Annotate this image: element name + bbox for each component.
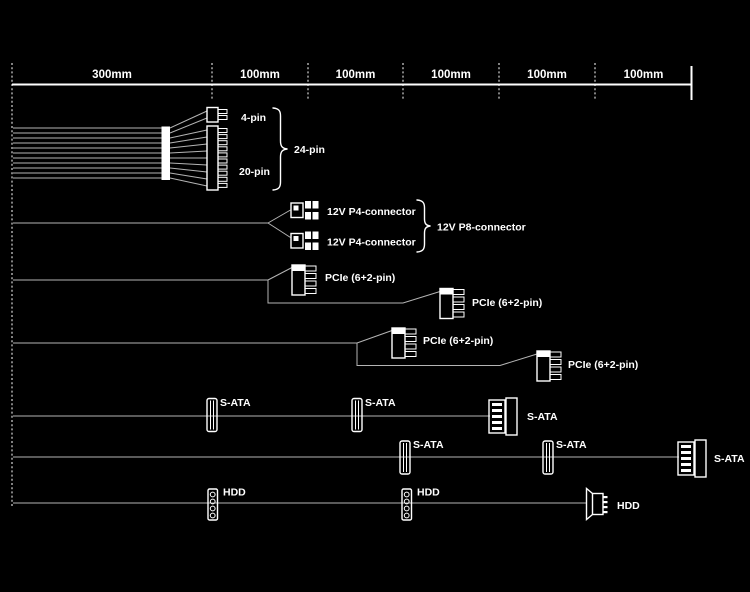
p4-connector-label: 12V P4-connector xyxy=(327,236,416,249)
ruler xyxy=(12,63,692,506)
atx-24pin-label: 24-pin xyxy=(294,144,325,156)
hdd-end-connector xyxy=(587,489,608,520)
pcie-connector-label: PCIe (6+2-pin) xyxy=(423,335,494,347)
ruler-segment-label: 100mm xyxy=(240,69,280,81)
sata-connector-label: S-ATA xyxy=(413,439,444,451)
eps-branch-upper xyxy=(268,210,291,223)
pcie-connector-label: PCIe (6+2-pin) xyxy=(568,359,639,371)
atx-4pin-label: 4-pin xyxy=(241,112,267,124)
pcie-connector-label: PCIe (6+2-pin) xyxy=(325,272,396,284)
atx-24pin-brace xyxy=(273,108,288,190)
ruler-segment-label: 100mm xyxy=(623,69,664,81)
atx-20pin-connector xyxy=(207,126,227,190)
pcie-connector xyxy=(392,328,416,358)
sata-connector-label: S-ATA xyxy=(365,397,396,409)
cable-comb xyxy=(162,127,171,181)
p4-connector-2 xyxy=(291,232,319,251)
sata-end-connector xyxy=(489,398,517,435)
hdd-inline-connector xyxy=(208,489,218,520)
pcie-connector xyxy=(537,351,561,381)
ruler-segment-label: 300mm xyxy=(92,69,132,81)
p4-connector-label: 12V P4-connector xyxy=(327,206,416,218)
cable-eps-12v xyxy=(13,200,526,252)
p8-brace xyxy=(417,200,431,252)
cable-sata-2 xyxy=(13,439,745,477)
sata-connector-label: S-ATA xyxy=(556,439,587,451)
ruler-segment-label: 100mm xyxy=(335,69,376,81)
cable-sata-1 xyxy=(13,397,558,435)
eps-branch-lower xyxy=(268,223,291,238)
atx-20pin-label: 20-pin xyxy=(239,166,270,178)
cable-atx-24pin xyxy=(13,108,325,191)
cable-hdd xyxy=(13,487,640,521)
pcie2-branch-1 xyxy=(357,331,392,344)
p8-connector-label: 12V P8-connector xyxy=(437,221,526,234)
atx-4pin-connector xyxy=(207,108,227,123)
sata-connector-label: S-ATA xyxy=(714,453,745,465)
hdd-inline-connector xyxy=(402,489,412,520)
sata-inline-connector xyxy=(207,399,217,432)
sata-connector-label: S-ATA xyxy=(527,411,558,423)
hdd-connector-label: HDD xyxy=(417,486,440,499)
ruler-segment-label: 100mm xyxy=(431,69,471,81)
sata-end-connector xyxy=(678,440,706,477)
pcie-connector xyxy=(440,289,464,319)
cable-pcie-2 xyxy=(13,328,638,381)
hdd-connector-label: HDD xyxy=(223,486,246,499)
p4-connector-1 xyxy=(291,201,319,220)
pcie-connector xyxy=(292,265,316,295)
cable-pcie-1 xyxy=(13,265,542,319)
pcie-connector-label: PCIe (6+2-pin) xyxy=(472,297,543,309)
sata-inline-connector xyxy=(352,399,362,432)
atx-fanout-wires xyxy=(170,111,207,186)
hdd-connector-label: HDD xyxy=(617,500,640,512)
pcie1-branch-1 xyxy=(268,268,292,281)
ruler-segment-label: 100mm xyxy=(527,69,567,81)
atx-ribbon-wires xyxy=(13,128,163,178)
sata-connector-label: S-ATA xyxy=(220,397,251,409)
